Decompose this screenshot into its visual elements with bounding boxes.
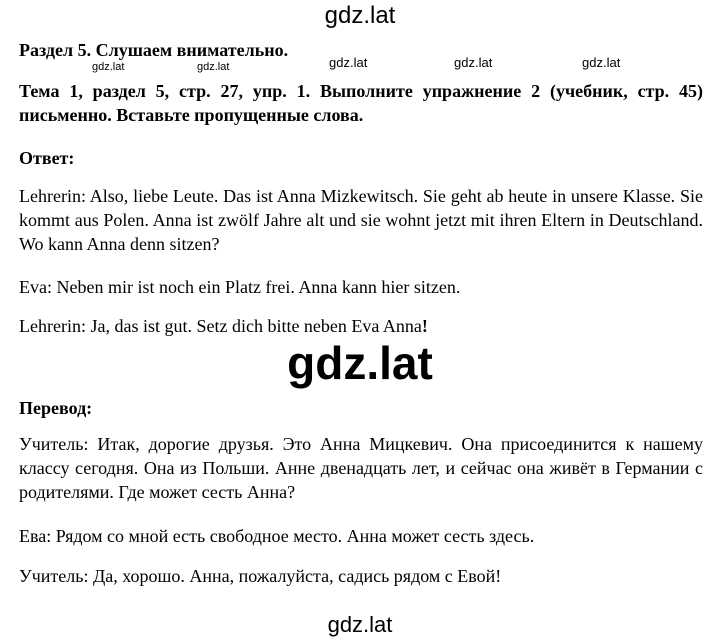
watermark-top: gdz.lat (324, 2, 396, 29)
watermark-big: gdz.lat (287, 337, 433, 389)
translation-paragraph-1: Учитель: Итак, дорогие друзья. Это Анна Мицкевич. Она присоединится к нашему классу сегодня. Она из Польши. Анне двенадцать лет, и сейчас она живёт в Германии с родителями. Где может сесть Анна? (19, 434, 703, 502)
watermark-mid: gdz.lat (329, 55, 368, 70)
translation-paragraph-3: Учитель: Да, хорошо. Анна, пожалуйста, садись рядом с Евой! (19, 566, 502, 586)
task-text: Тема 1, раздел 5, стр. 27, упр. 1. Выполните упражнение 2 (учебник, стр. 45) письменно. Вставьте пропущенные слова. (19, 81, 703, 125)
watermark-small: gdz.lat (197, 61, 230, 73)
watermark-mid: gdz.lat (582, 55, 621, 70)
answer-paragraph-3-text: Lehrerin: Ja, das ist gut. Setz dich bitte neben Eva Anna (19, 316, 422, 336)
answer-heading: Ответ: (19, 148, 75, 168)
answer-paragraph-2: Eva: Neben mir ist noch ein Platz frei. Anna kann hier sitzen. (19, 277, 461, 297)
section-title: Раздел 5. Слушаем внимательно. (19, 40, 289, 60)
answer-paragraph-3 (19, 314, 703, 338)
watermark-bottom: gdz.lat (327, 612, 393, 637)
translation-paragraph-2: Ева: Рядом со мной есть свободное место. Анна может сесть здесь. (19, 526, 535, 546)
answer-paragraph-1: Lehrerin: Also, liebe Leute. Das ist Anna Mizkewitsch. Sie geht ab heute in unsere Klasse. Sie kommt aus Polen. Anna ist zwölf Jahre alt und sie wohnt jetzt mit ihren Eltern in Deutschland. Wo kann Anna denn sitzen? (19, 186, 703, 254)
watermark-small: gdz.lat (92, 61, 125, 73)
watermark-mid: gdz.lat (454, 55, 493, 70)
answer-paragraph-3-end: ! (421, 316, 428, 336)
translation-heading: Перевод: (19, 398, 93, 418)
